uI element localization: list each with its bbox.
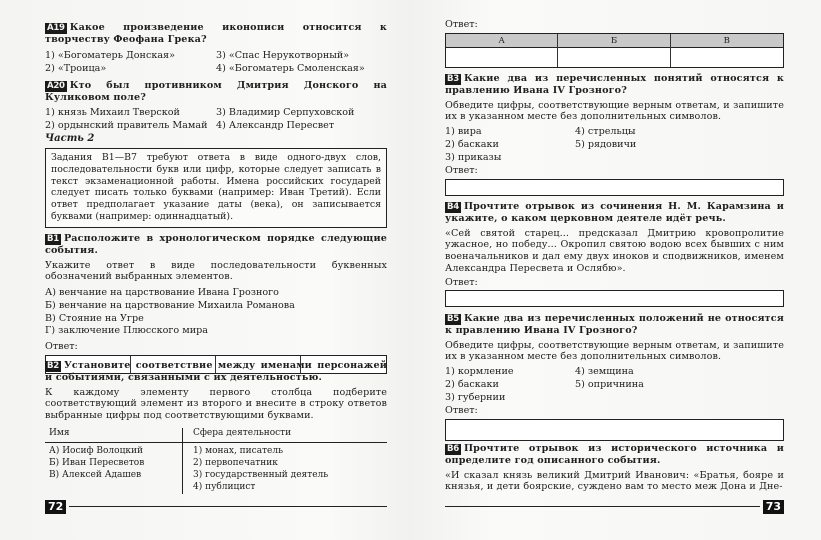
question-badge: В2 bbox=[47, 361, 59, 371]
answer-label: Ответ: bbox=[445, 165, 478, 177]
answer-label: Ответ: bbox=[445, 405, 478, 417]
answer-label: Ответ: bbox=[445, 276, 478, 288]
option[interactable]: 1) князь Михаил Тверской bbox=[45, 106, 180, 118]
question-b1 bbox=[45, 233, 387, 374]
answer-cell[interactable] bbox=[446, 48, 558, 67]
option[interactable]: 3) «Спас Нерукотворный» bbox=[216, 49, 350, 61]
option[interactable]: 2) баскаки bbox=[445, 378, 499, 390]
question-b2 bbox=[45, 360, 387, 494]
right-page bbox=[445, 0, 784, 540]
question-badge: В4 bbox=[447, 202, 459, 212]
question-a19 bbox=[45, 22, 387, 75]
header-cell: А bbox=[446, 34, 558, 48]
option[interactable]: 1) кормление bbox=[445, 366, 514, 378]
answer-input[interactable] bbox=[445, 290, 784, 307]
answer-options bbox=[445, 366, 784, 403]
question-instruction: Обведите цифры, соответствующие верным ответам, и запишите их в указанном месте без дополнительных символов. bbox=[445, 339, 784, 363]
question-instruction: Укажите ответ в виде последовательности буквенных обозначений выбранных элементов. bbox=[45, 259, 387, 283]
column-header-activity: Сфера деятельности bbox=[183, 428, 387, 443]
answer-input[interactable] bbox=[445, 419, 784, 441]
event-item: Б) венчание на царствование Михаила Романова bbox=[45, 299, 295, 311]
option[interactable]: 1) вира bbox=[445, 126, 482, 138]
source-quote: «Сей святой старец... предсказал Дмитрию кровопролитие ужасное, но победу... Окропил святою водою всех бывших с ним военачальников и дал ему двух иноков и сподвижников, именем Александра Пересвета и Ослябю». bbox=[445, 227, 784, 274]
event-item: В) Стояние на Угре bbox=[45, 312, 144, 324]
name-item: В) Алексей Адашев bbox=[49, 469, 142, 480]
event-list bbox=[45, 287, 387, 337]
option[interactable]: 1) «Богоматерь Донская» bbox=[45, 49, 175, 61]
answer-label: Ответ: bbox=[445, 19, 478, 30]
header-cell: В bbox=[723, 35, 730, 46]
activity-item: 4) публицист bbox=[193, 481, 256, 492]
answer-table-header bbox=[446, 34, 783, 48]
question-badge: В3 bbox=[447, 74, 459, 84]
question-text: Какое произведение иконописи относится к творчеству Феофана Грека? bbox=[45, 22, 387, 45]
matching-table bbox=[45, 428, 387, 494]
answer-options bbox=[445, 126, 784, 163]
question-badge: A19 bbox=[47, 23, 65, 33]
source-quote: «И сказал князь великий Дмитрий Иванович: «Братья, бояре и князья, и дети боярские, суждено вам то место меж Дона и Дне- bbox=[445, 469, 784, 493]
option[interactable]: 2) «Троица» bbox=[45, 63, 107, 75]
question-b6 bbox=[445, 443, 784, 493]
answer-table-row bbox=[446, 48, 783, 67]
activities-column bbox=[183, 443, 387, 494]
name-item: Б) Иван Пересветов bbox=[49, 457, 145, 468]
question-text: Прочтите отрывок из сочинения Н. М. Карамзина и укажите, о каком церковном деятеле идёт речь. bbox=[445, 201, 784, 224]
part-title: Часть 2 bbox=[45, 133, 95, 144]
page-footer bbox=[45, 500, 387, 514]
answer-table bbox=[445, 33, 784, 68]
answer-cell[interactable] bbox=[558, 48, 670, 67]
answer-input[interactable] bbox=[445, 179, 784, 196]
event-item: А) венчание на царствование Ивана Грозного bbox=[45, 287, 279, 299]
question-text: Какие два из перечисленных понятий относятся к правлению Ивана IV Грозного? bbox=[445, 73, 784, 96]
footer-rule bbox=[69, 506, 387, 507]
question-text: Кто был противником Дмитрия Донского на Куликовом поле? bbox=[45, 80, 387, 103]
option[interactable]: 4) земщина bbox=[575, 366, 634, 378]
page-number: 73 bbox=[763, 500, 784, 514]
question-text: Какие два из перечисленных положений не относятся к правлению Ивана IV Грозного? bbox=[445, 313, 784, 336]
answer-cell[interactable] bbox=[671, 48, 783, 67]
question-a20 bbox=[45, 80, 387, 132]
activity-item: 2) первопечатник bbox=[193, 457, 278, 468]
option[interactable]: 3) губернии bbox=[445, 391, 506, 403]
activity-item: 3) государственный деятель bbox=[193, 469, 329, 480]
name-item: А) Иосиф Волоцкий bbox=[49, 445, 143, 456]
answer-label: Ответ: bbox=[45, 340, 78, 352]
event-item: Г) заключение Плюсского мира bbox=[45, 325, 208, 337]
question-badge: В5 bbox=[447, 314, 459, 324]
option[interactable]: 4) «Богоматерь Смоленская» bbox=[216, 63, 365, 75]
option[interactable]: 5) рядовичи bbox=[575, 138, 637, 150]
page-footer bbox=[445, 500, 784, 514]
option[interactable]: 4) стрельцы bbox=[575, 126, 636, 138]
question-instruction: Обведите цифры, соответствующие верным ответам, и запишите их в указанном месте без дополнительных символов. bbox=[445, 99, 784, 123]
activity-item: 1) монах, писатель bbox=[193, 445, 284, 456]
question-b5 bbox=[445, 313, 784, 441]
question-badge: A20 bbox=[47, 81, 65, 91]
header-cell: Б bbox=[558, 34, 670, 48]
page-number: 72 bbox=[45, 500, 66, 514]
question-text: Прочтите отрывок из исторического источника и определите год описанного события. bbox=[445, 443, 784, 466]
option[interactable]: 3) Владимир Серпуховской bbox=[216, 106, 355, 118]
question-badge: В6 bbox=[447, 444, 459, 454]
column-header-name: Имя bbox=[45, 428, 183, 443]
question-text: Расположите в хронологическом порядке следующие события. bbox=[45, 233, 387, 256]
instructions-box: Задания В1—В7 требуют ответа в виде одного-двух слов, последовательности букв или цифр, которые следует записать в текст экзаменационной работы. Имена российских государей следует писать только буквами (например: Иван Третий). Если ответ предполагает указание даты (века), он записывается буквами (например: одиннадцатый). bbox=[45, 148, 387, 228]
question-badge: В1 bbox=[47, 234, 59, 244]
question-text: Установите соответствие между именами персонажей и событиями, связанными с их деятельностью. bbox=[45, 360, 387, 383]
option[interactable]: 2) баскаки bbox=[445, 138, 499, 150]
b2-answer bbox=[445, 19, 784, 68]
question-b3 bbox=[445, 73, 784, 196]
footer-rule bbox=[445, 506, 760, 507]
option[interactable]: 2) ордынский правитель Мамай bbox=[45, 120, 208, 132]
option[interactable]: 3) приказы bbox=[445, 151, 502, 163]
left-page bbox=[45, 0, 387, 540]
answer-options bbox=[45, 50, 387, 75]
answer-options bbox=[45, 107, 387, 132]
question-instruction: К каждому элементу первого столбца подберите соответствующий элемент из второго и внесите в строку ответов выбранные цифры под соответствующими буквами. bbox=[45, 386, 387, 422]
question-b4 bbox=[445, 201, 784, 307]
option[interactable]: 5) опричнина bbox=[575, 378, 644, 390]
names-column bbox=[45, 443, 183, 494]
option[interactable]: 4) Александр Пересвет bbox=[216, 120, 335, 132]
